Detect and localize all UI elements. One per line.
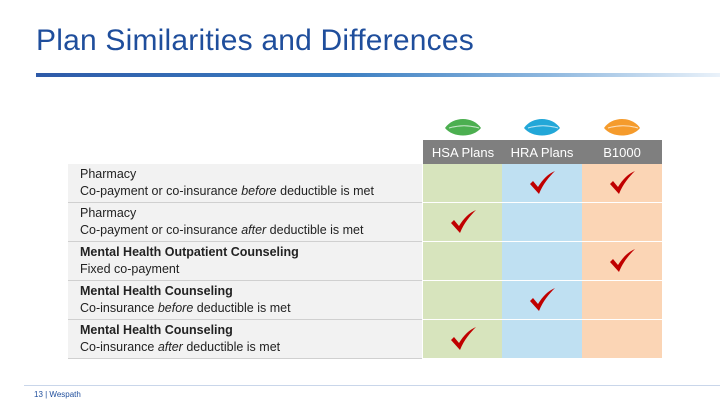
column-header: B1000 [582,140,662,164]
row-title: Mental Health Counseling [80,323,233,337]
row-title: Pharmacy [80,167,137,181]
row-description: Fixed co-payment [80,262,180,276]
checkmark-icon [607,248,637,274]
table-cell [582,242,662,281]
checkmark-icon [527,170,557,196]
row-label [68,164,422,203]
footer-text: 13 | Wespath [34,390,81,399]
table-cell [423,242,503,281]
table-cell [423,320,503,359]
table-cell [582,164,662,203]
table-cell [423,164,503,203]
table-cell [502,281,582,320]
row-label [68,242,422,281]
row-title: Mental Health Outpatient Counseling [80,245,299,259]
footer-rule [24,385,720,386]
column-header: HRA Plans [502,140,582,164]
table-cell [582,281,662,320]
leaf-icon [443,116,483,138]
row-title: Pharmacy [80,206,137,220]
checkmark-icon [448,326,478,352]
leaf-icon [522,116,562,138]
row-description: Co-insurance before deductible is met [80,301,291,315]
table-cell [423,203,503,242]
table-cell [582,320,662,359]
leaf-icon [602,116,642,138]
table-cell [502,320,582,359]
row-label [68,320,422,359]
checkmark-icon [527,287,557,313]
row-description: Co-payment or co-insurance before deductible is met [80,184,374,198]
table-cell [423,281,503,320]
row-label [68,203,422,242]
row-description: Co-insurance after deductible is met [80,340,281,354]
checkmark-icon [448,209,478,235]
table-cell [502,203,582,242]
page-title: Plan Similarities and Differences [36,24,474,57]
row-label [68,281,422,320]
row-description: Co-payment or co-insurance after deductible is met [80,223,364,237]
table-cell [582,203,662,242]
column-header: HSA Plans [423,140,503,164]
title-rule [36,73,720,77]
checkmark-icon [607,170,637,196]
row-title: Mental Health Counseling [80,284,233,298]
table-cell [502,242,582,281]
table-cell [502,164,582,203]
